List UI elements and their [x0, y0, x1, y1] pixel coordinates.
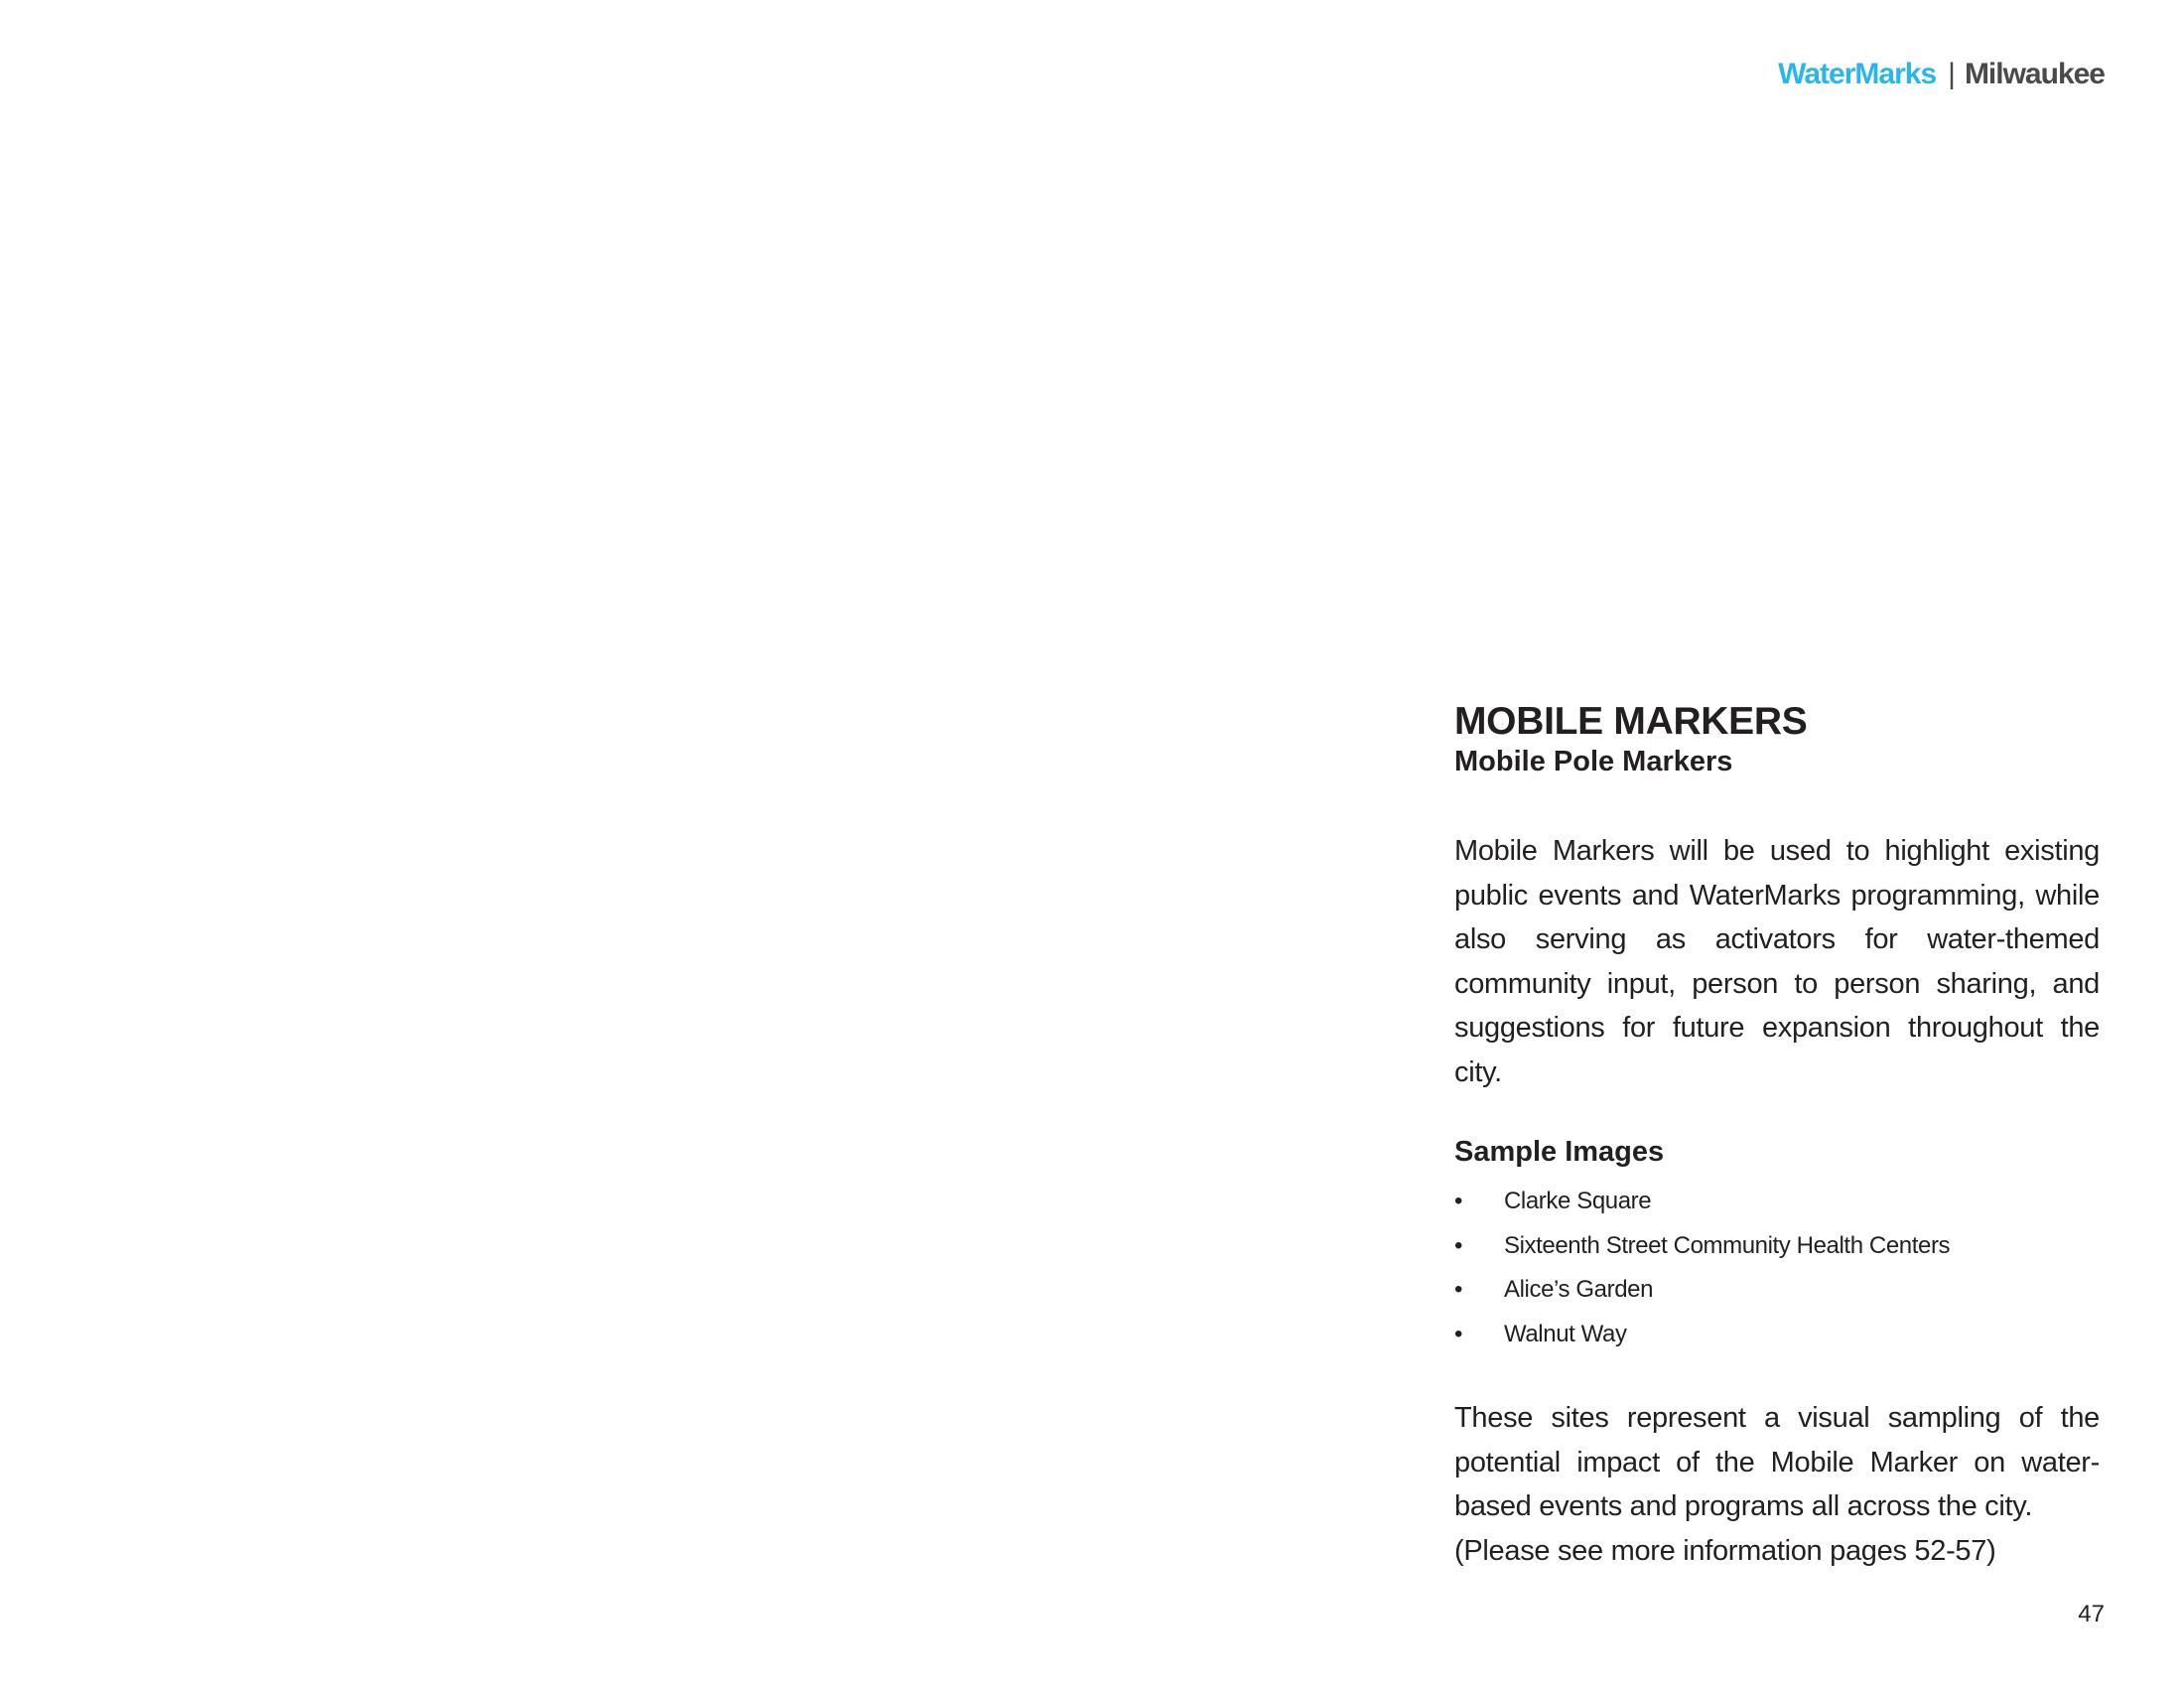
bullet-icon: • [1454, 1188, 1463, 1214]
list-item: • Walnut Way [1454, 1313, 2100, 1357]
city-name: Milwaukee [1964, 58, 2105, 90]
sample-images-heading: Sample Images [1454, 1136, 1665, 1168]
reference-note: (Please see more information pages 52-57) [1454, 1534, 1996, 1567]
closing-paragraph: These sites represent a visual sampling of the potential impact of the Mobile Marker on water-based events and programs all across the city. [1454, 1402, 2100, 1522]
list-item: • Alice’s Garden [1454, 1268, 2100, 1313]
header-separator: | [1948, 58, 1955, 90]
bullet-icon: • [1454, 1276, 1463, 1303]
list-item: • Sixteenth Street Community Health Centers [1454, 1224, 2100, 1269]
sample-images-list [1454, 1180, 2100, 1356]
list-item: • Clarke Square [1454, 1180, 2100, 1224]
page-number: 47 [2078, 1601, 2105, 1627]
section-subtitle: Mobile Pole Markers [1454, 746, 1733, 777]
running-header [1778, 58, 2105, 91]
bullet-icon: • [1454, 1320, 1463, 1347]
intro-paragraph: Mobile Markers will be used to highlight existing public events and WaterMarks programming, while also serving as activators for water-themed community input, person to person sharing, and suggestions for future expansion throughout the city. [1454, 835, 2100, 1088]
section-title: MOBILE MARKERS [1454, 700, 1808, 743]
brand-name: WaterMarks [1778, 58, 1937, 90]
text-column [1454, 700, 2100, 1573]
bullet-icon: • [1454, 1231, 1463, 1259]
